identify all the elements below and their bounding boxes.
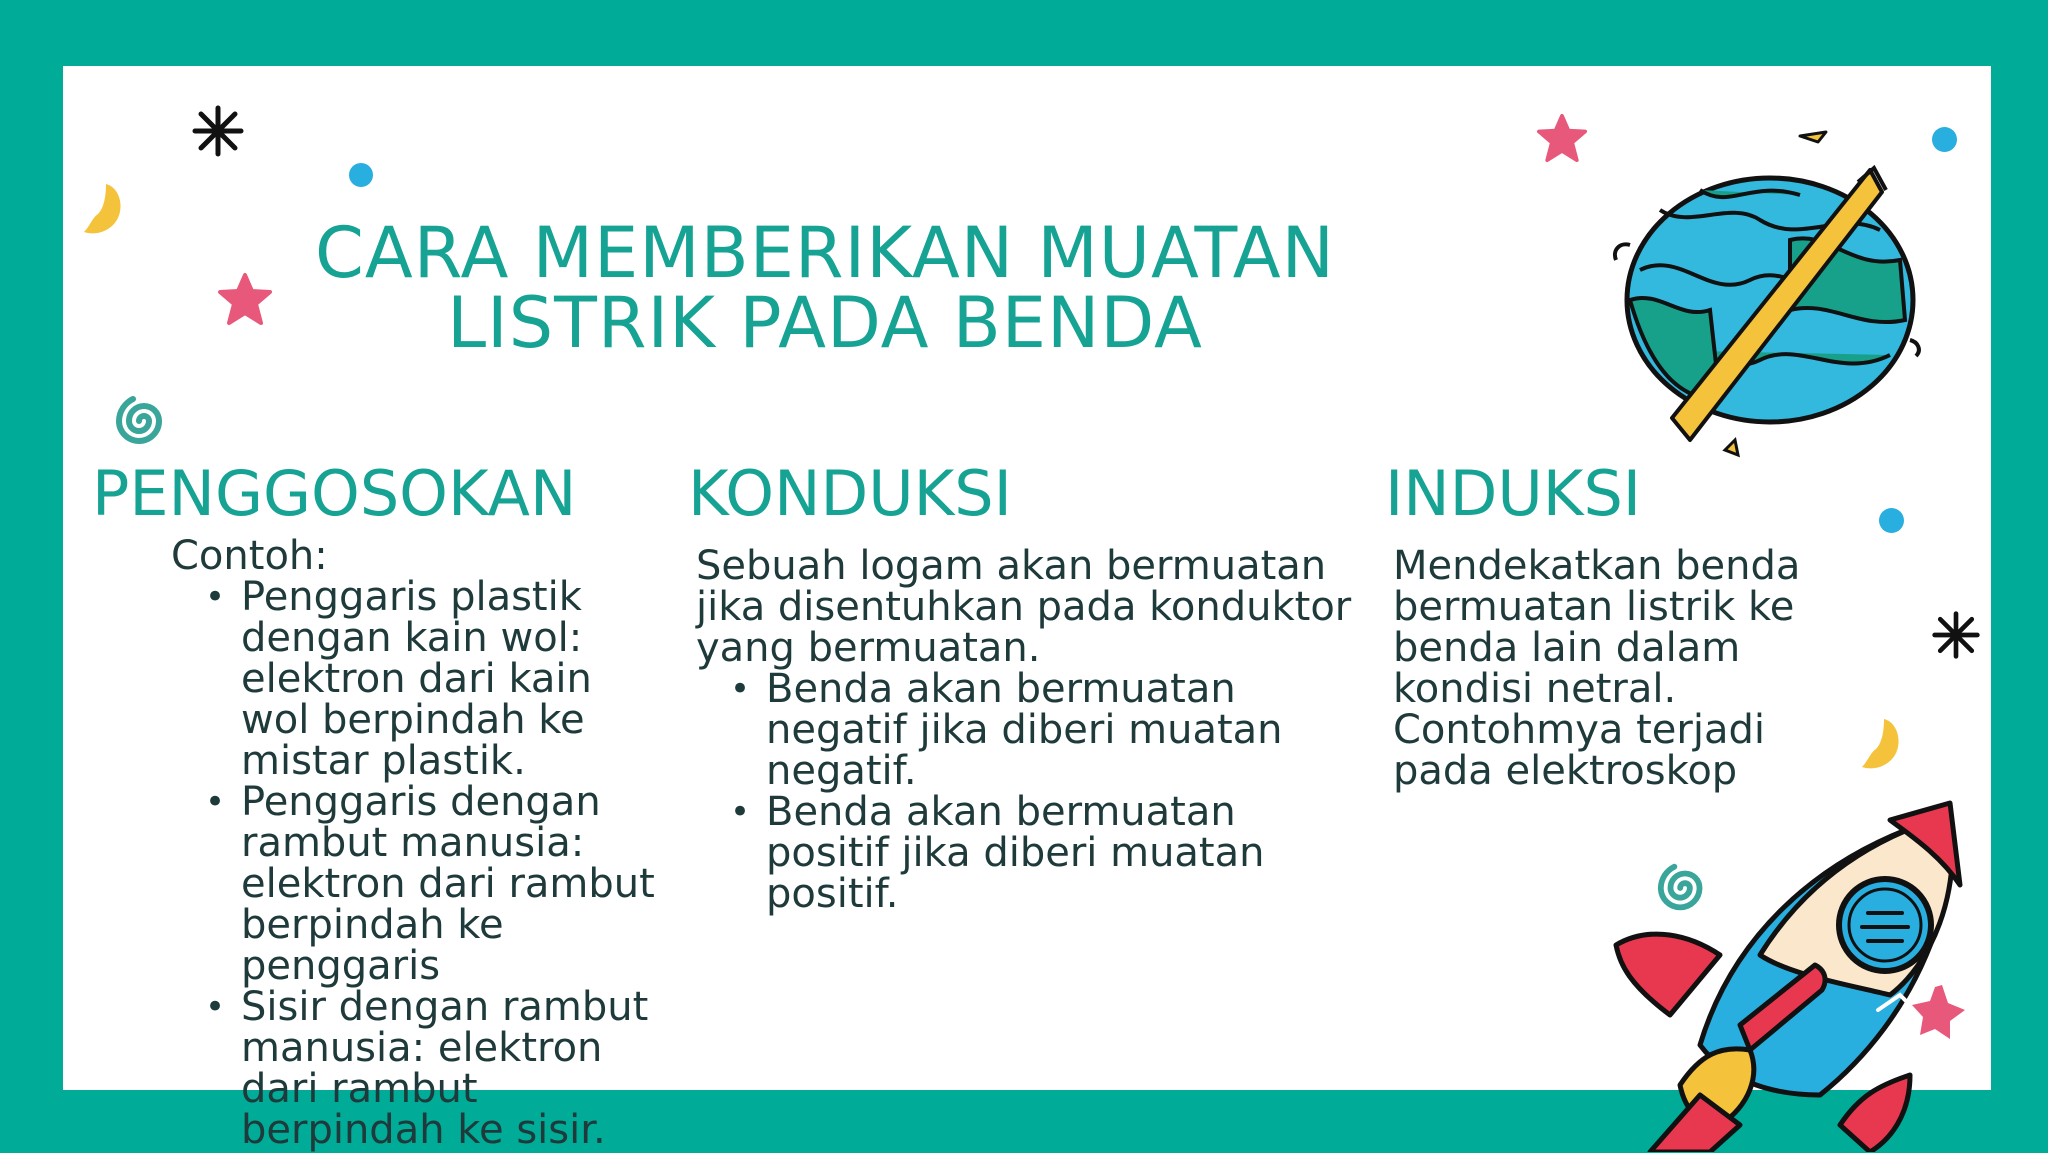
penggosokan-body [171,533,671,1153]
list-item: • Sisir dengan rambut manusia: elektron dari rambut berpindah ke sisir. [171,987,671,1151]
asterisk-icon [1930,609,1982,661]
slide-title: CARA MEMBERIKAN MUATAN LISTRIK PADA BENDA [314,212,1336,364]
moon-icon [1856,712,1916,778]
star-icon [1536,113,1588,163]
konduksi-intro: Sebuah logam akan bermuatan jika disentuhkan pada konduktor yang bermuatan. [696,543,1352,671]
moon-icon [78,178,138,242]
list-item: • Benda akan bermuatan positif jika diberi muatan positif. [696,792,1356,915]
induksi-body [1393,543,1803,794]
dot-icon [349,163,373,187]
asterisk-icon [190,103,246,159]
heading-induksi: INDUKSI [1385,457,1642,530]
planet-illustration [1600,150,1940,470]
heading-konduksi: KONDUKSI [688,457,1012,530]
spiral-icon [113,390,175,452]
dot-icon [1932,127,1957,152]
list-item: • Penggaris plastik dengan kain wol: elektron dari kain wol berpindah ke mistar plastik. [171,577,671,782]
dot-icon [1879,508,1904,533]
konduksi-body [696,543,1356,917]
penggosokan-list [101,574,671,1153]
konduksi-list [696,666,1356,917]
penggosokan-intro: Contoh: [171,533,328,579]
heading-penggosokan: PENGGOSOKAN [92,457,577,530]
induksi-intro: Mendekatkan benda bermuatan listrik ke benda lain dalam kondisi netral. Contohmya terjadi pada elektroskop [1393,543,1801,794]
rocket-illustration [1610,795,1990,1152]
star-icon [217,272,273,326]
list-item: • Penggaris dengan rambut manusia: elektron dari rambut berpindah ke penggaris [171,782,671,987]
list-item: • Benda akan bermuatan negatif jika diberi muatan negatif. [696,669,1356,792]
